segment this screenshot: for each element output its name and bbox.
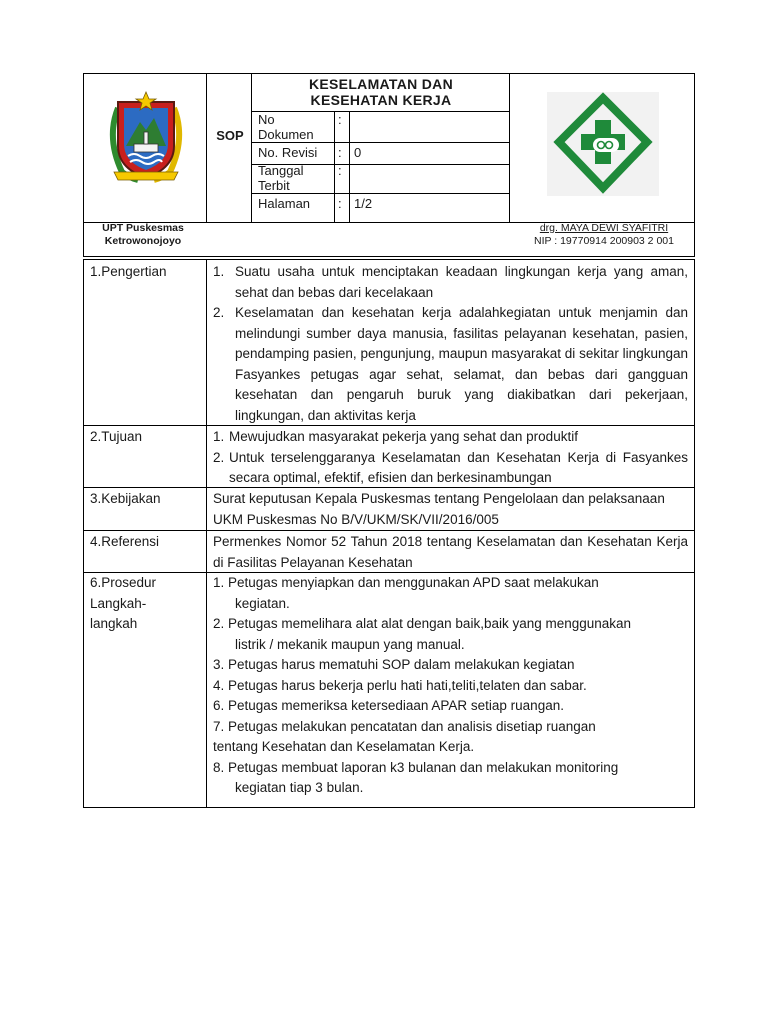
section-label-prosedur-line3: langkah — [90, 616, 138, 631]
meta-colon: : — [338, 145, 342, 160]
section-label-prosedur — [90, 573, 156, 635]
section-label-referensi: 4.Referensi — [90, 534, 160, 549]
unit-name-line1: UPT Puskesmas — [102, 222, 184, 234]
list-item — [213, 614, 688, 655]
unit-name-line2: Ketrowonojoyo — [104, 235, 182, 247]
sop-header — [83, 73, 695, 257]
meta-label-halaman: Halaman — [258, 196, 311, 211]
list-item — [213, 655, 688, 676]
head-signature-block — [514, 222, 694, 248]
head-name: drg. MAYA DEWI SYAFITRI — [539, 222, 669, 234]
bakti-husada-logo — [547, 92, 659, 196]
list-text: Petugas harus bekerja perlu hati hati,teliti,telaten dan sabar. — [228, 677, 587, 693]
list-number: 1. — [213, 264, 225, 279]
list-item — [213, 758, 688, 799]
list-item — [213, 427, 688, 448]
meta-colon: : — [338, 163, 342, 178]
list-number: 1. — [213, 429, 225, 444]
list-text: Petugas membuat laporan k3 bulanan dan melakukan monitoring — [228, 759, 619, 775]
meta-value-no-revisi: 0 — [354, 145, 362, 160]
list-item — [213, 696, 688, 717]
list-number: 8. — [213, 759, 225, 775]
list-text-continuation: listrik / mekanik maupun yang manual. — [235, 636, 465, 652]
list-text: Petugas melakukan pencatatan dan analisis disetiap ruangan — [228, 718, 596, 734]
list-text: Keselamatan dan kesehatan kerja adalahkegiatan untuk menjamin dan melindungi sumber daya manusia, fasilitas pelayanan kesehatan, pasien, pendamping pasien, pengunjung, maupun masyarakat di sekitar lingkungan Fasyankes petugas agar sehat, selamat, dan bebas dari gangguan kesehatan dan pengaruh buruk yang diakibatkan dari pekerjaan, lingkungan, dan aktivitas kerja — [235, 305, 688, 423]
list-number: 2. — [213, 616, 225, 631]
sop-content-table — [83, 259, 695, 808]
list-text: Mewujudkan masyarakat pekerja yang sehat dan produktif — [229, 429, 578, 444]
section-label-kebijakan: 3.Kebijakan — [90, 491, 161, 506]
list-text: Petugas menyiapkan dan menggunakan APD saat melakukan — [228, 575, 599, 590]
meta-label-tanggal-terbit: Tanggal Terbit — [258, 163, 304, 193]
list-text-continuation: tentang Kesehatan dan Keselamatan Kerja. — [213, 739, 475, 754]
head-nip: NIP : 19770914 200903 2 001 — [534, 235, 674, 247]
document-title — [252, 76, 510, 108]
list-number: 2. — [213, 449, 225, 465]
regency-emblem-icon — [104, 88, 188, 184]
meta-colon: : — [338, 112, 342, 127]
bakti-husada-icon — [547, 92, 659, 196]
list-text-continuation: kegiatan tiap 3 bulan. — [235, 780, 364, 795]
section-body-referensi: Permenkes Nomor 52 Tahun 2018 tentang Keselamatan dan Kesehatan Kerja di Fasilitas Pelayanan Kesehatan — [213, 534, 688, 570]
list-text: Petugas memelihara alat alat dengan baik,baik yang menggunakan — [228, 616, 632, 631]
regency-emblem-logo — [104, 88, 188, 184]
section-label-prosedur-line1: 6.Prosedur — [90, 575, 157, 590]
section-label-tujuan: 2.Tujuan — [90, 429, 143, 444]
meta-label-no-revisi: No. Revisi — [258, 145, 318, 160]
list-number: 7. — [213, 718, 225, 734]
list-number: 1. — [213, 575, 225, 590]
meta-colon: : — [338, 196, 342, 211]
document-title-line1: KESELAMATAN DAN — [309, 76, 453, 92]
document-title-line2: KESEHATAN KERJA — [310, 92, 452, 108]
list-text: Petugas memeriksa ketersediaan APAR setiap ruangan. — [228, 698, 564, 713]
section-body-prosedur — [213, 573, 688, 799]
sop-label: SOP — [216, 128, 244, 143]
section-body-pengertian — [213, 262, 688, 426]
list-number: 6. — [213, 698, 225, 713]
list-item — [213, 262, 688, 303]
list-item — [213, 448, 688, 489]
section-body-kebijakan: Surat keputusan Kepala Puskesmas tentang Pengelolaan dan pelaksanaan UKM Puskesmas No B/V/UKM/SK/VII/2016/005 — [213, 491, 665, 527]
list-number: 3. — [213, 657, 225, 672]
list-item — [213, 717, 688, 758]
list-text: Untuk terselenggaranya Keselamatan dan Kesehatan Kerja di Fasyankes secara optimal, efektif, efisien dan berkesinambungan — [229, 449, 688, 485]
list-number: 4. — [213, 677, 225, 693]
section-body-tujuan — [213, 427, 688, 489]
list-number: 2. — [213, 305, 225, 320]
list-item — [213, 676, 688, 697]
list-text-continuation: kegiatan. — [235, 595, 290, 611]
list-item — [213, 303, 688, 426]
meta-label-no-dokumen: No Dokumen — [258, 112, 314, 142]
unit-name — [88, 222, 198, 248]
list-item — [213, 573, 688, 614]
list-text: Suatu usaha untuk menciptakan keadaan lingkungan kerja yang aman, sehat dan bebas dari kecelakaan — [235, 264, 688, 300]
section-label-pengertian: 1.Pengertian — [90, 264, 167, 279]
list-text: Petugas harus mematuhi SOP dalam melakukan kegiatan — [228, 657, 575, 672]
meta-value-halaman: 1/2 — [354, 196, 373, 211]
section-label-prosedur-line2: Langkah- — [90, 595, 147, 611]
